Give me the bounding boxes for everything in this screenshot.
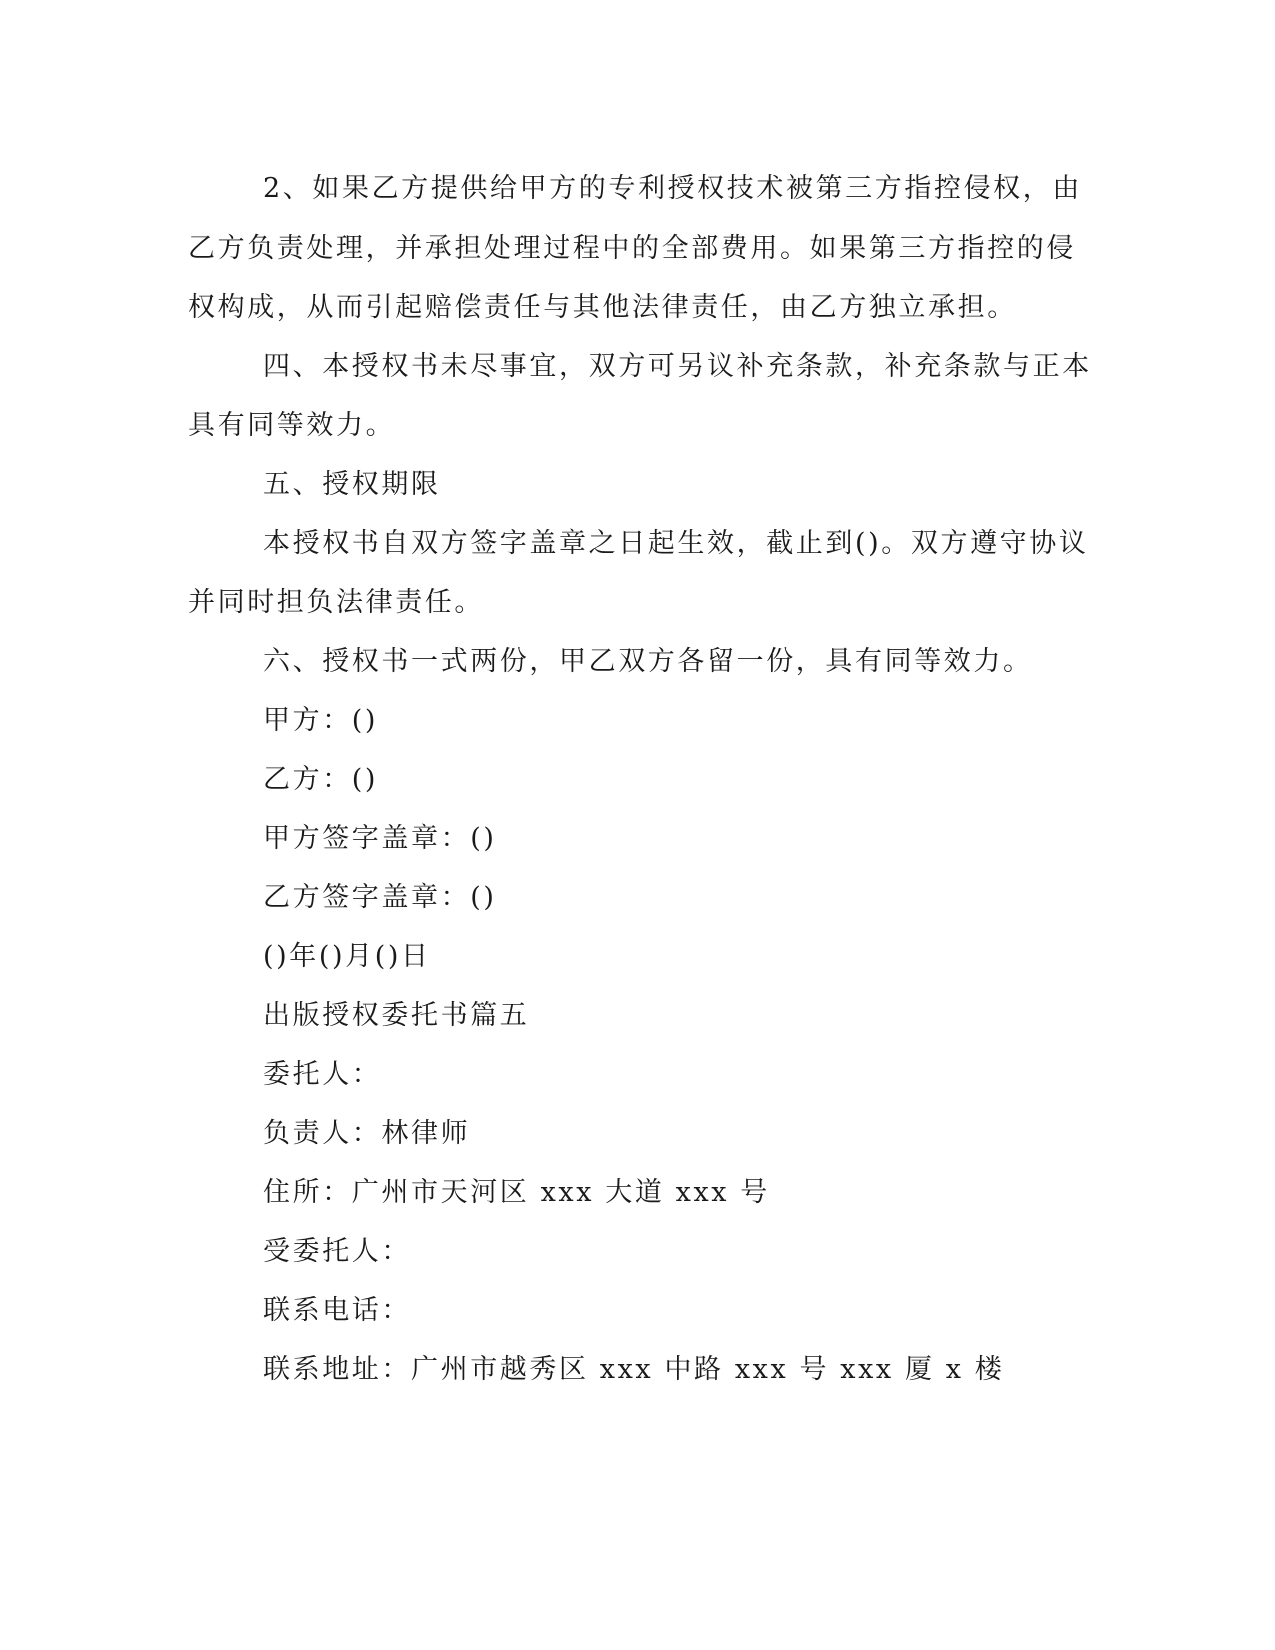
residence: 住所：广州市天河区 xxx 大道 xxx 号 bbox=[263, 1177, 770, 1208]
party-b-signature: 乙方签字盖章：() bbox=[263, 882, 497, 913]
clause-3-2-line-3: 权构成，从而引起赔偿责任与其他法律责任，由乙方独立承担。 bbox=[188, 292, 1017, 323]
agent: 受委托人： bbox=[263, 1236, 411, 1267]
section-title: 出版授权委托书篇五 bbox=[263, 1000, 530, 1031]
clause-5-line-2: 并同时担负法律责任。 bbox=[188, 587, 484, 618]
date-line: ()年()月()日 bbox=[263, 941, 431, 972]
clause-4-line-1: 四、本授权书未尽事宜，双方可另议补充条款，补充条款与正本 bbox=[263, 351, 1092, 382]
principal: 委托人： bbox=[263, 1059, 382, 1090]
clause-5-line-1: 本授权书自双方签字盖章之日起生效，截止到()。双方遵守协议 bbox=[263, 528, 1089, 559]
party-a: 甲方：() bbox=[263, 705, 379, 736]
contact-address: 联系地址：广州市越秀区 xxx 中路 xxx 号 xxx 厦 x 楼 bbox=[263, 1354, 1005, 1385]
contact-phone: 联系电话： bbox=[263, 1295, 411, 1326]
clause-4-line-2: 具有同等效力。 bbox=[188, 410, 396, 441]
clause-6: 六、授权书一式两份，甲乙双方各留一份，具有同等效力。 bbox=[263, 646, 1033, 677]
clause-5-heading: 五、授权期限 bbox=[263, 469, 441, 500]
party-b: 乙方：() bbox=[263, 764, 379, 795]
party-a-signature: 甲方签字盖章：() bbox=[263, 823, 497, 854]
clause-3-2-line-1: 2、如果乙方提供给甲方的专利授权技术被第三方指控侵权，由 bbox=[263, 173, 1082, 204]
clause-3-2-line-2: 乙方负责处理，并承担处理过程中的全部费用。如果第三方指控的侵 bbox=[188, 233, 1076, 264]
person-in-charge: 负责人：林律师 bbox=[263, 1118, 471, 1149]
